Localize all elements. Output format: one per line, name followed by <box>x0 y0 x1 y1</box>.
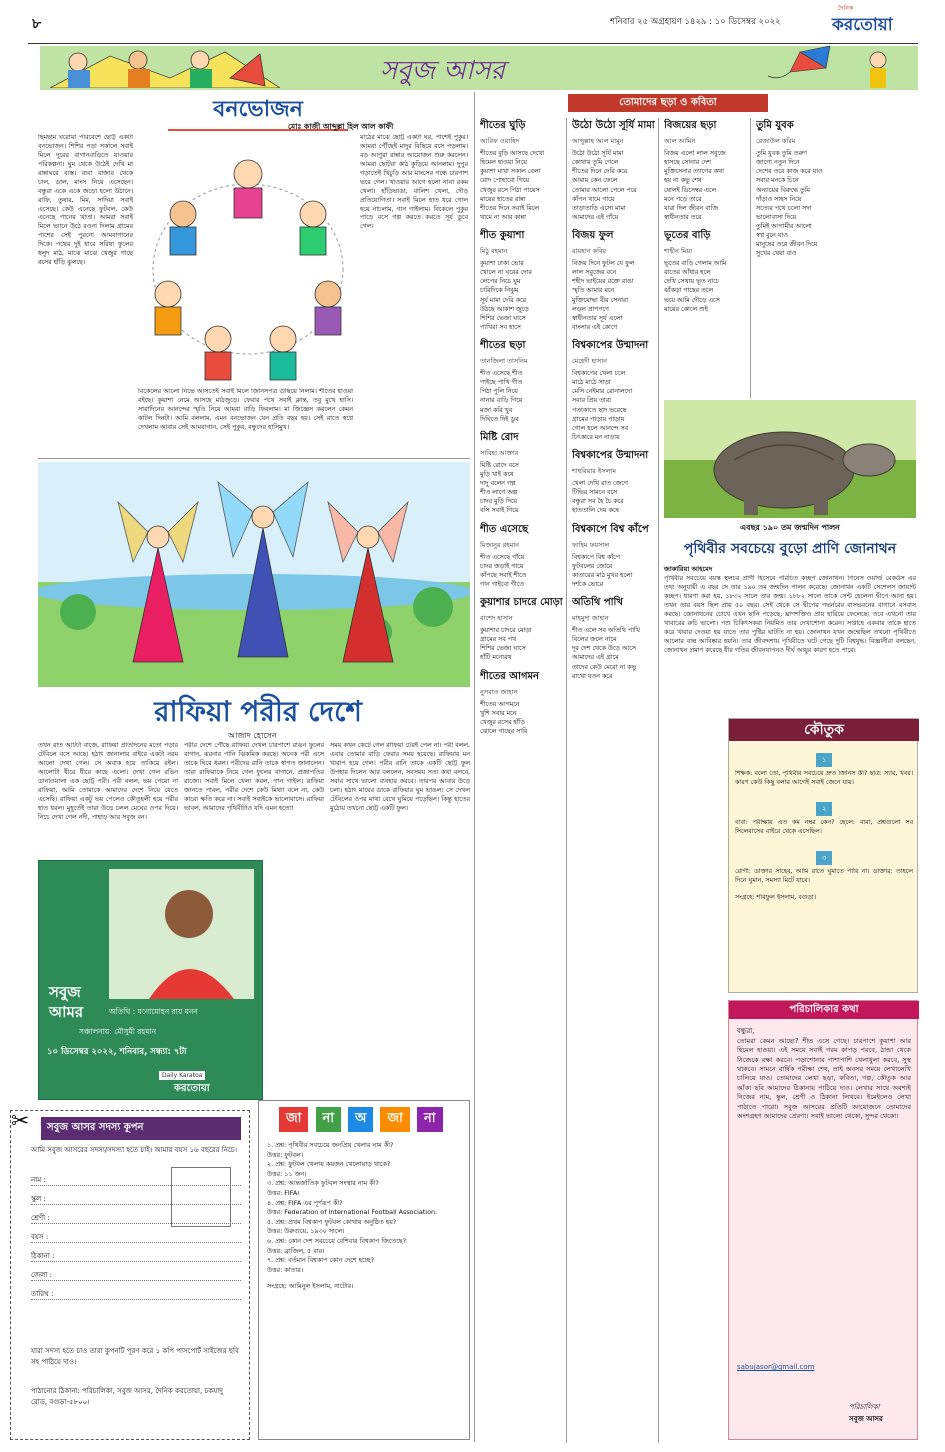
poem-line: শীতের বুড়ি আসছে দেখো <box>480 150 545 157</box>
editor-body: তোমরা কেমন আছো? শীত এসে গেছে। চারপাশে কুয়াশা আর হিমেল হাওয়া। এই সময়ে সবাই গরম কাপড় পরবে, ঠান্ডা থেকে নিজেকে রক্ষা করবে। পড়াশোনার পাশাপাশি খেলাধুলা করবে, সুস্থ থাকবে। সামনে বার্ষিক পরীক্ষা শেষ, তাই অবসর সময়ে লেখালেখি চালিয়ে যাও। তোমাদের লেখা ছড়া, কবিতা, গল্প, কৌতুক আর আঁকা ছবি আমাদের ঠিকানায় পাঠিয়ে দাও। লেখার সাথে অবশ্যই নিজের নাম, স্কুল, শ্রেণী ও ঠিকানা লিখবে। ইমেইলেও লেখা পাঠাতে পারো। সবুজ আসরের প্রতিটি আয়োজনে তোমাদের অংশগ্রহণ আমাদের প্রেরণা। সবাই ভালো থেকো, সুন্দর থেকো। <box>737 1037 911 1120</box>
lead-col2-text: মাঠের মাঝে ছোট্ট একটা ঘর, পাশেই পুকুর। আমরা পৌঁছেই মাদুর বিছিয়ে বসে পড়লাম। বড় আপুরা রান্নার আয়োজন শুরু করলেন। আমরা ছোটরা কাঠ কুড়িয়ে আনলাম। দুপুর গড়াতেই খিচুড়ি আর মাংসের গন্ধে চারপাশ ভরে গেল। খাওয়ার আগে হলো নানা রকম খেলা। হাঁড়িভাঙা, বালিশ খেলা, দৌড় প্রতিযোগিতা। সবাই মিলে হাত ধরে গোল হয়ে নাচলাম, গান গাইলাম। বিকেলে পুকুর পাড়ে বসে গল্প করতে করতে সূর্য ডুবে গেল। <box>360 134 468 231</box>
field-name[interactable]: নাম : <box>31 1174 241 1186</box>
poem-line: লাল সবুজের বনে <box>572 269 617 277</box>
event-poster <box>38 860 263 1100</box>
poem-line: জাগো নতুন দিনে <box>756 159 800 167</box>
poem-line: খেজুর রসে পিঠা পায়েস <box>480 186 540 194</box>
poem-line: বন্ধুরা সব হৈ চৈ করে <box>572 498 624 506</box>
poem-line: সবার প্রিয় তারা <box>572 397 612 405</box>
event-label1: সবুজ <box>49 983 81 1001</box>
story-col1: তখন রাত আটটা বাজে, রাফিয়া প্রতিদিনের মতো পড়ার টেবিলে বসে আছে। হঠাৎ জানালার বাইরে একটা নরম আলো দেখা গেল। সে অবাক হয়ে তাকিয়ে রইল। আলোটা ধীরে ধীরে কাছে এলো। দেখা গেল রঙিন ডানাওয়ালা এক ছোট্ট পরী। পরী বলল, ভয় পেয়ো না রাফিয়া, আমি তোমাকে আমাদের দেশে নিয়ে যেতে এসেছি। রাফিয়া একটু ভয় পেলেও কৌতূহলী হয়ে পরীর হাত ধরল। মুহূর্তেই তারা উড়ে চলল মেঘের ওপর দিয়ে। নিচে দেখা গেল নদী, পাহাড় আর সবুজ বন। <box>38 742 178 821</box>
poem-block <box>480 228 564 332</box>
poem-column-4 <box>756 118 916 398</box>
quiz-line: উত্তর: FIFA। <box>267 1189 300 1198</box>
poem-title: বিজয়ের ছড়া <box>664 120 717 131</box>
field-address[interactable]: ঠিকানা : <box>31 1250 241 1262</box>
kautuk-list <box>735 747 913 903</box>
poem-line: স্বাধীনতার সূর্য এলো <box>572 314 623 322</box>
poem-author: সাবিহা আক্তার <box>480 448 519 457</box>
poem-line: খেলা দেখি রাত জেগে <box>572 480 628 487</box>
poem-author: মাহমুদা জাহান <box>572 614 609 622</box>
kautuk-box <box>728 718 918 993</box>
poem-line: পিঠা পুলি নিয়ে <box>480 388 518 396</box>
poem-block <box>480 595 564 663</box>
poem-author: রেজাউল করিম <box>756 137 796 145</box>
story-title: রাফিয়া পরীর দেশে <box>154 695 362 728</box>
poem-line: শীতের দিনে দেরি করে <box>572 168 628 176</box>
poem-line: মুক্তিসেনার ত্যাগের কথা <box>664 168 724 176</box>
poem-title: বিশ্বকাপের উন্মাদনা <box>572 450 649 461</box>
poem-title: শীতের আগমন <box>480 670 540 682</box>
event-paper: করতোয়া <box>174 1083 210 1094</box>
section-title: সবুজ আসর <box>380 56 505 86</box>
poem-line: পতাকাতে ছাদ ভরেছে <box>572 406 627 414</box>
poem-line: থামে না আর কান্না <box>480 213 526 221</box>
kids-illustration <box>50 48 280 88</box>
field-age[interactable]: বয়স : <box>31 1231 241 1243</box>
poem-line: হিমেল হাওয়া নিয়ে <box>480 159 527 167</box>
poem-line: তুমিই আগামীর আলো <box>756 223 812 230</box>
quiz-line: উত্তর: উরুগুয়ে, ১৯৩০ সালে। <box>267 1227 345 1236</box>
poem-line: মাঠে মাঠে সাড়া <box>572 379 611 387</box>
poem-line: উঠো উঠো সূর্যি মামা <box>572 150 624 157</box>
quiz-line: উত্তর: কাতার। <box>267 1265 304 1274</box>
event-tag: Daily Karatoa <box>159 1071 205 1080</box>
poem-author: আব্দুল্লাহ আল মামুন <box>572 137 624 145</box>
lead-byline: মোঃ কাজী আব্দুল্লা হিল আল কাফী <box>288 122 394 131</box>
coupon-title: সবুজ আসর সদস্য কূপন <box>41 1117 241 1140</box>
tortoise-caption: এবছর ১৯০ তম জন্মদিন পালন <box>740 523 840 532</box>
poem-line: খেজুর রসের হাঁড়ি <box>480 718 525 726</box>
quiz-line: উত্তর: ১১ জন। <box>267 1169 307 1178</box>
quiz-line: ৫. প্রশ্ন: প্রথম বিশ্বকাপ ফুটবল কোথায় অনুষ্ঠিত হয়? <box>267 1217 397 1226</box>
poem-line: দর্শকে ভোরে <box>572 580 604 588</box>
poem-line: শীত এসেছে গাঁয়ে <box>480 553 525 561</box>
poem-line: মায়ের হাতের রান্না <box>480 195 526 203</box>
poem-line: দূর দেশ থেকে উড়ে আসে <box>572 645 636 653</box>
poem-author: মিঠু রহমান <box>480 247 508 255</box>
tortoise-byline: জাকারিয়া আহমেদ <box>664 565 713 573</box>
lead-article <box>38 92 470 457</box>
lead-col1: ছিমছাম ঘরোয়া পরিবেশে ছোট্ট একটা বনভোজন। শিশির পড়া সকালে সবাই মিলে দূরের বাগানবাড়িতে যাওয়ার পরিকল্পনা। ঘুম থেকে উঠেই দেখি মা রান্নাঘরে ব্যস্ত। বাবা বাজার থেকে চাল, ডাল, মাংস নিয়ে এসেছেন। বন্ধুরা একে একে জড়ো হলো উঠানে। রাফি, তুষার, মিম, সাদিয়া সবাই এসেছে। কেউ এনেছে ফুটবল, কেউ এনেছে গানের খাতা। আমরা সবাই মিলে ভ্যানে উঠে রওনা দিলাম গ্রামের পাশের সেই পুরনো আমবাগানের দিকে। পথের দুই ধারে সরিষা ফুলের হলুদ মাঠ, মাঝে মাঝে খেজুর গাছে রসের হাঁড়ি ঝুলছে। <box>38 134 133 267</box>
quiz-letter: জা <box>380 1107 409 1132</box>
poem-line: স্বাধীনতার তরে <box>664 213 702 221</box>
poem-line: গ্রামের পাড়ায় পাড়ায় <box>572 415 625 423</box>
poem-line: চাদর মুড়ি দিয়ে <box>480 498 518 506</box>
poem-title: কুয়াশার চাদরে মোড়া <box>480 597 563 608</box>
poem-author: রাশেদ হাসান <box>480 614 513 622</box>
story-col2: পরীর দেশে পৌঁছে রাফিয়া দেখল চারপাশে রঙিন ফুলের বাগান, ঝরনার পানি ঝিকমিক করছে। অনেক পরী এসে তাকে ঘিরে ধরল। পরীদের রানি তাকে স্বাগত জানালেন। তারা রাফিয়াকে নিয়ে গেল ফুলের বাগানে, প্রজাপতির রাজ্যে। সবাই মিলে খেলা করল, গান গাইল। রাফিয়া জানতে পারল, পরীর দেশে কেউ মিথ্যা বলে না, কেউ কারো ক্ষতি করে না। সবাই সবাইকে ভালোবাসে। রাফিয়া ভাবল, আমাদের পৃথিবীটাও যদি এমন হতো! <box>184 742 324 812</box>
poem-author: মিজানুর রহমান <box>480 540 520 549</box>
poem-title: শীত কুয়াশা <box>480 230 525 241</box>
poem-line: স্মৃতি আমার মনে <box>572 287 615 295</box>
story-byline: আজাদ হোসেন <box>228 731 277 740</box>
poem-line: খোলে না ঘরের দোর <box>480 269 532 277</box>
poem-line: হয় না কভু শেষ <box>664 177 702 185</box>
poem-title: ভূতের বাড়ি <box>664 230 711 241</box>
joke-item: রোগী: ডাক্তার সাহেব, আমি রাতে ঘুমাতে পারি না। ডাক্তার: তাহলে দিনে ঘুমান, সমস্যা মিটে যাবে। <box>735 867 913 884</box>
poem-line: ঝোলে গাছের সারি <box>480 727 528 735</box>
editor-title: পরিচালিকার কথা <box>729 1001 919 1019</box>
quiz-line: ৩. প্রশ্ন: আন্তর্জাতিক ফুটবল সংস্থার নাম কী? <box>267 1179 379 1188</box>
quiz-line: সংগ্রহে: আমিনুল ইসলাম, নাটোর। <box>267 1281 354 1290</box>
poem-title: তুমি যুবক <box>756 120 794 131</box>
poem-line: রোদ পোহাবো গিয়ে <box>480 177 529 185</box>
poem-line: লড়ল প্রাণপণে <box>572 305 609 313</box>
masthead-name: করতোয়া <box>832 15 893 35</box>
poem-line: বিজয় এলো লাল সবুজে <box>664 150 726 157</box>
poem-line: হাততালি দেয় কষে <box>572 507 619 515</box>
poem-line: আমাদের এই গাঁয়ে <box>572 213 619 221</box>
joke-number-badge: ২ <box>735 796 913 816</box>
page-number: ৮ <box>32 16 42 32</box>
poem-line: দেশের তরে কাজ করে যাও <box>756 168 823 176</box>
poem-line: শীত এসেছে শীত <box>480 370 523 377</box>
poem-block <box>480 430 564 516</box>
poem-line: অন্যায়ের বিরুদ্ধে তুমি <box>756 186 810 194</box>
poem-author: ফাহিম ফয়সাল <box>572 540 610 549</box>
poem-author: আরিফ ওয়াহিদ <box>480 137 520 145</box>
quiz-letter: অ <box>348 1107 373 1132</box>
editor-sign1: পরিচালিকা <box>849 1403 880 1411</box>
coupon-address: পাঠানোর ঠিকানা: পরিচালিকা, সবুজ আসর, দৈনিক করতোয়া, চকযাদু রোড, বগুড়া-৫৮০০। <box>31 1387 223 1406</box>
picnic-illustration <box>138 134 358 384</box>
poem-line: হাঁটি মনোরথ <box>480 654 512 662</box>
joke-credit: সংগ্রহে: শরিফুল ইসলাম, বগুড়া। <box>735 893 816 901</box>
poem-author: শাহরিয়ার ইসলাম <box>572 467 616 475</box>
quiz-list <box>267 1141 463 1291</box>
poem-line: স্বপ্ন বুনে যাও <box>756 232 788 240</box>
poem-line: তাদের কেউ মেরো না কভু <box>572 663 637 671</box>
poem-line: হাসছে সোনার দেশ <box>664 159 711 167</box>
poem-line: কোথায় তুমি গেলে <box>572 159 619 167</box>
poem-line: সত্যের পথে চলো সদা <box>756 204 812 212</box>
poem-block <box>480 118 564 222</box>
poem-line: পাখিরা সব হাসে <box>480 323 521 331</box>
poem-line: মিষ্টি রোদে বসে <box>480 461 519 469</box>
poem-line: ভূতের বাড়ি গেলাম আমি <box>664 260 727 267</box>
poem-title: বিশ্বকাপের উন্মাদনা <box>572 340 649 351</box>
poem-title: শীত এসেছে <box>480 523 529 535</box>
editor-box <box>728 1000 918 1440</box>
poem-block <box>572 118 656 222</box>
event-guest: অতিথি : মনোমোহন রায় মনন <box>109 1007 198 1016</box>
poem-line: দাদু বলেন গল্প <box>480 480 516 487</box>
poem-line: সূর্য মামা দেরি করে <box>480 296 526 304</box>
poem-line: কুয়াশা মাখা সকাল বেলা <box>480 168 541 176</box>
poem-title: উঠো উঠো সূর্যি মামা <box>572 120 655 131</box>
poem-line: কাঁপন থামে গায়ে <box>572 195 615 203</box>
poem-line: ষোলই ডিসেম্বর এলে <box>664 186 717 194</box>
poem-block <box>572 228 656 332</box>
poem-line: ঝাঁকড়া গাছের তলে <box>664 287 714 295</box>
poem-line: বিজয় দিনে ফুটল যে ফুল <box>572 260 635 267</box>
poem-line: মনে পড়ে তারে <box>664 195 702 203</box>
poem-column-1 <box>480 118 564 1443</box>
quiz-letter: না <box>417 1107 443 1132</box>
editor-sign2: সবুজ আসর <box>849 1415 883 1423</box>
kite-illustration <box>760 46 910 90</box>
poem-block <box>756 118 916 259</box>
poem-title: শীতের ছড়া <box>480 340 526 351</box>
poem-author: নুসরাত জাহান <box>480 687 518 696</box>
poem-line: বিশ্বকাপের খেলা চলে <box>572 370 626 377</box>
photo-box <box>171 1167 231 1227</box>
poem-line: লেপের নিচে ঘুম <box>480 278 521 286</box>
lead-col3: বিকেলের আলো নিভে আসতেই সবাই মিলে জিনিসপত্র গুছিয়ে নিলাম। শীতের হাওয়া বইছে। কুয়াশা নেমে আসছে মাঠজুড়ে। ফেরার পথে সবাই ক্লান্ত, তবু মুখে হাসি। সারাদিনের আনন্দের স্মৃতি নিয়ে আমরা বাড়ি ফিরলাম। মা জিজ্ঞেস করলেন কেমন কাটল দিনটা। আমি বললাম, এমন বনভোজন যেন প্রতি বছর হয়। সেই রাতে স্বপ্নে দেখলাম আবার সেই আমবাগান, সেই পুকুর, বন্ধুদের হাসিমুখ। <box>138 388 353 431</box>
poem-line: গোল হলে আনন্দে সব <box>572 424 629 432</box>
poem-line: শিশির ভেজা ঘাসে <box>480 314 526 322</box>
field-date[interactable]: তারিখ : <box>31 1288 241 1300</box>
quiz-line: ২. প্রশ্ন: ফুটবল খেলায় কয়জন খেলোয়াড় থাকে? <box>267 1160 391 1169</box>
poem-author: তানজিলা তাসনিম <box>480 357 528 365</box>
poem-line: বসি সবাই গিয়ে <box>480 507 519 515</box>
section-banner <box>40 46 918 90</box>
quiz-box <box>258 1100 470 1440</box>
poem-line: রাখো যতন করে <box>572 672 613 680</box>
quiz-letter: জা <box>279 1107 308 1132</box>
event-host: সঞ্চালনায়: মৌসুমী রহমান <box>79 1027 157 1036</box>
poem-block <box>572 522 656 590</box>
editor-greeting: বন্ধুরা, <box>737 1027 755 1035</box>
tortoise-body: পৃথিবীর সবচেয়ে বয়স্ক স্থলচর প্রাণী হিসেবে পরিচিত কচ্ছপ জোনাথন। গিনেস ওয়ার্ল্ড রেকর্ডস এর তথ্য অনুযায়ী এ বছর সে তার ১৯০ তম জন্মদিন পালন করেছে। জোনাথন একটি সেশেলস জায়ান্ট কচ্ছপ। ধারণা করা হয়, ১৮৩২ সালে তার জন্ম। ১৮৮২ সালে তাকে সেন্ট হেলেনা দ্বীপে আনা হয়। তখন তার বয়স ছিল প্রায় ৫০ বছর। সেই থেকে সে দ্বীপের গভর্নরের বাসভবনের বাগানে বসবাস করছে। জোনাথনের চোখে এখন ছানি পড়েছে, ঘ্রাণশক্তিও প্রায় হারিয়ে ফেলেছে। তবে এখনো তার খাবারের রুচি ভালো। পশু চিকিৎসকরা নিয়মিত তার দেখাশোনা করেন। সপ্তাহে একবার তাকে হাতে করে খাবার দেওয়া হয় যাতে তার পুষ্টির ঘাটতি না হয়। জোনাথন যখন জন্মেছিল তখনো পৃথিবীতে আলোর বাল্ব আবিষ্কার হয়নি। তার জীবদ্দশায় পৃথিবীতে ঘটে গেছে দুটি বিশ্বযুদ্ধ। বিজ্ঞানীরা বলছেন, জোনাথন প্রমাণ করেছে ধীর গতির জীবনযাপনও দীর্ঘ আয়ুর কারণ হতে পারে। <box>664 575 916 654</box>
poem-line: তুমি যুবক তুমি তরুণ <box>756 150 807 157</box>
poem-line: উঠছে আকাশ জুড়ে <box>480 305 529 313</box>
poem-block <box>664 118 748 222</box>
poem-title: বিশ্বকাপে বিশ্ব কাঁপে <box>572 523 649 535</box>
field-class[interactable]: শ্রেণী : <box>31 1212 241 1224</box>
poem-line: শহীদ ভাইয়ের রক্তে রাঙা <box>572 278 634 286</box>
poem-line: কাঁপছে সবাই শীতে <box>480 571 527 579</box>
masthead-logo <box>832 3 912 37</box>
poem-column-3 <box>664 118 748 398</box>
poem-line: দাঁড়াও সাহস নিয়ে <box>756 195 802 203</box>
poem-line: খুশি সবার মনে <box>480 709 517 717</box>
masthead-small: দৈনিক <box>838 5 854 12</box>
poem-line: বিশ্বকাপে বিশ্ব কাঁপে <box>572 553 620 561</box>
poem-block <box>480 522 564 590</box>
quiz-line: ৪. প্রশ্ন: FIFA এর পূর্ণরূপ কী? <box>267 1198 343 1207</box>
quiz-letter: না <box>316 1107 342 1132</box>
tortoise-headline: পৃথিবীর সবচেয়ে বুড়ো প্রাণি জোনাথন <box>683 541 897 557</box>
poem-line: নানার বাড়ি গিয়ে <box>480 397 523 405</box>
header-date: শনিবার ২৫ অগ্রহায়ণ ১৪২৯ : ১০ ডিসেম্বর ২০২২ <box>610 17 781 27</box>
tortoise-photo <box>664 400 916 518</box>
poem-line: তাড়াতাড়ি এসো মামা <box>572 204 626 212</box>
poem-line: মুড়ি খাই কষে <box>480 470 514 478</box>
joke-number-badge: ১ <box>735 747 913 767</box>
field-school[interactable]: স্কুল : <box>31 1193 241 1205</box>
poem-line: শীতের আগমনে <box>480 700 520 708</box>
poem-line: গাইছে পাখি গীত <box>480 379 523 387</box>
kautuk-title: কৌতুক <box>729 719 919 741</box>
poem-line: কাতারের মাঠ মুখর হলো <box>572 571 633 579</box>
coupon <box>10 1110 250 1440</box>
poem-line: মুক্তিযোদ্ধা বীর সেনারা <box>572 296 629 304</box>
quiz-line: উত্তর: ব্রাজিল, ৫ বার। <box>267 1246 325 1255</box>
poem-block <box>480 669 564 737</box>
poem-author: শাহীন মিয়া <box>664 247 693 255</box>
poems-header-label: তোমাদের ছড়া ও কবিতা <box>619 97 717 108</box>
poem-title: বিজয় ফুল <box>572 230 614 241</box>
poem-author: আল আমিন <box>664 137 696 145</box>
page-header <box>0 0 945 44</box>
quiz-line: উত্তর: Federation of International Football Association. <box>267 1208 438 1217</box>
poem-line: ভয়ে আমি দৌড়ে এসে <box>664 296 720 304</box>
event-photo <box>109 869 254 999</box>
poem-line: মায়ের কোলে শুই <box>664 305 708 313</box>
story-col3: সময় কখন কেটে গেল রাফিয়া টেরই পেল না। পরী বলল, এবার তোমার বাড়ি ফেরার সময় হয়েছে। রাফিয়ার মন খারাপ হয়ে গেল। পরীর রানি তাকে একটি ছোট্ট ফুল উপহার দিলেন আর বললেন, সবসময় সত্য কথা বলবে, সবার সাথে ভালো ব্যবহার করবে। তারপর আবার উড়ে চলা। হঠাৎ মায়ের ডাকে রাফিয়ার ঘুম ভাঙল। সে দেখল টেবিলের ওপর মাথা রেখে ঘুমিয়ে পড়েছিল। কিন্তু হাতের মুঠোয় তখনো ছোট্ট একটি ফুল। <box>330 742 470 812</box>
poem-block <box>572 448 656 516</box>
poem-title: অতিথি পাখি <box>572 597 623 608</box>
poem-title: শীতের ঘুড়ি <box>480 120 526 131</box>
poem-line: আমাদের এই গ্রামে <box>572 654 619 662</box>
event-label2: আমর <box>49 1003 84 1021</box>
poem-line: সুখের খেয়া বাও <box>756 250 797 258</box>
field-district[interactable]: জেলা : <box>31 1269 241 1281</box>
quiz-line: ১. প্রশ্ন: পৃথিবীর সবচেয়ে জনপ্রিয় খেলার নাম কী? <box>267 1141 394 1149</box>
poem-line: শীত এলে সব অতিথি পাখি <box>572 627 640 634</box>
joke-item: শিক্ষক: বলো তো, পৃথিবীর সবচেয়ে দ্রুত জিনিস কী? ছাত্র: স্যার, খবর। কারণ কেউ কিছু বলার আগেই সবাই জেনে যায়। <box>735 770 913 786</box>
poem-line: যারা দিল জীবন বাজি <box>664 204 719 212</box>
poem-line: বাংলার এই কোণে <box>572 323 618 331</box>
poem-line: কুয়াশা ঢাকা ভোর <box>480 260 524 267</box>
poem-line: কুয়াশার চাদরে মোড়া <box>480 627 532 634</box>
poem-author: রায়হান কবির <box>572 247 607 255</box>
poem-line: মজা করি খুব <box>480 406 513 414</box>
poem-line: চিৎকারে মন নাড়ায় <box>572 433 620 441</box>
poem-column-2 <box>572 118 656 1443</box>
poem-line: চাদর জড়াই গায়ে <box>480 562 524 570</box>
poem-block <box>664 228 748 314</box>
poem-line: মেসি নেইমার রোনালদো <box>572 388 633 396</box>
poem-line: চারিদিকে নিঝুম <box>480 287 519 295</box>
quiz-letters <box>279 1107 443 1132</box>
scissors-icon: ✂ <box>11 1109 30 1134</box>
coupon-intro: আমি সবুজ আসরের সদস্য/সদস্যা হতে চাই। আমার বয়স ১৬ বছরের নিচে। <box>31 1146 237 1154</box>
poem-line: দেখি সেথায় ভূত নাচে <box>664 278 720 286</box>
poems-header <box>568 94 768 112</box>
quiz-line: ৭. প্রশ্ন: বর্তমান বিশ্বকাপ কোন দেশে হচ্ছে? <box>267 1256 374 1265</box>
poem-line: শীতের দিনে সবাই মিলে <box>480 204 539 212</box>
joke-item: বাবা: পরীক্ষায় এত কম নম্বর কেন? ছেলে: বাবা, প্রশ্নগুলো সব সিলেবাসের বাইরে থেকে এসেছিল। <box>735 818 913 835</box>
quiz-line: ৬. প্রশ্ন: কোন দেশ সবচেয়ে বেশিবার বিশ্বকাপ জিতেছে? <box>267 1237 407 1246</box>
editor-email[interactable]: sabujasor@gmail.com <box>737 1363 815 1371</box>
poem-line: শীত লাগে অল্প <box>480 489 518 497</box>
poem-author: মেহেদী হাসান <box>572 357 607 365</box>
poem-title: মিষ্টি রোদ <box>480 431 519 443</box>
poem-line: গ্রামের সব পথ <box>480 636 517 644</box>
poem-line: আমায় কেন ফেলে <box>572 177 618 185</box>
event-datetime: ১০ ডিসেম্বর ২০২২, শনিবার, সন্ধ্যা: ৭টা <box>47 1047 187 1057</box>
fairy-illustration <box>38 462 470 687</box>
poem-line: সবার মনকে চিনে <box>756 177 799 185</box>
poem-line: গান গাইবো গীতে <box>480 580 524 588</box>
poem-line: রাতের আঁধার হলে <box>664 269 711 277</box>
poem-block <box>480 338 564 424</box>
poem-line: বিলের জলে নামে <box>572 636 617 644</box>
joke-number-badge: ৩ <box>735 845 913 865</box>
poem-line: ফুটবলের জোরে <box>572 562 613 570</box>
poem-line: টিভির সামনে বসে <box>572 489 618 497</box>
lead-title: বনভোজন <box>168 92 348 131</box>
poem-line: শিশির ভেজা ঘাসে <box>480 645 526 653</box>
poem-line: দিঘিতে দিই ডুব <box>480 415 519 423</box>
poem-block <box>572 595 656 681</box>
poem-line: তোমার আলো পেলে পরে <box>572 186 637 194</box>
coupon-note: যারা সদস্য হতে চাও তারা কুপনটি পূরণ করে ১ কপি পাসপোর্ট সাইজের ছবি সহ পাঠিয়ে দাও। <box>31 1347 239 1366</box>
tortoise-article <box>664 520 916 710</box>
quiz-line: উত্তর: ফুটবল। <box>267 1150 304 1159</box>
poem-block <box>572 338 656 442</box>
poem-line: ভালোবাসা দিয়ে <box>756 213 797 221</box>
poem-line: মানুষের তরে জীবন দিয়ে <box>756 241 818 249</box>
